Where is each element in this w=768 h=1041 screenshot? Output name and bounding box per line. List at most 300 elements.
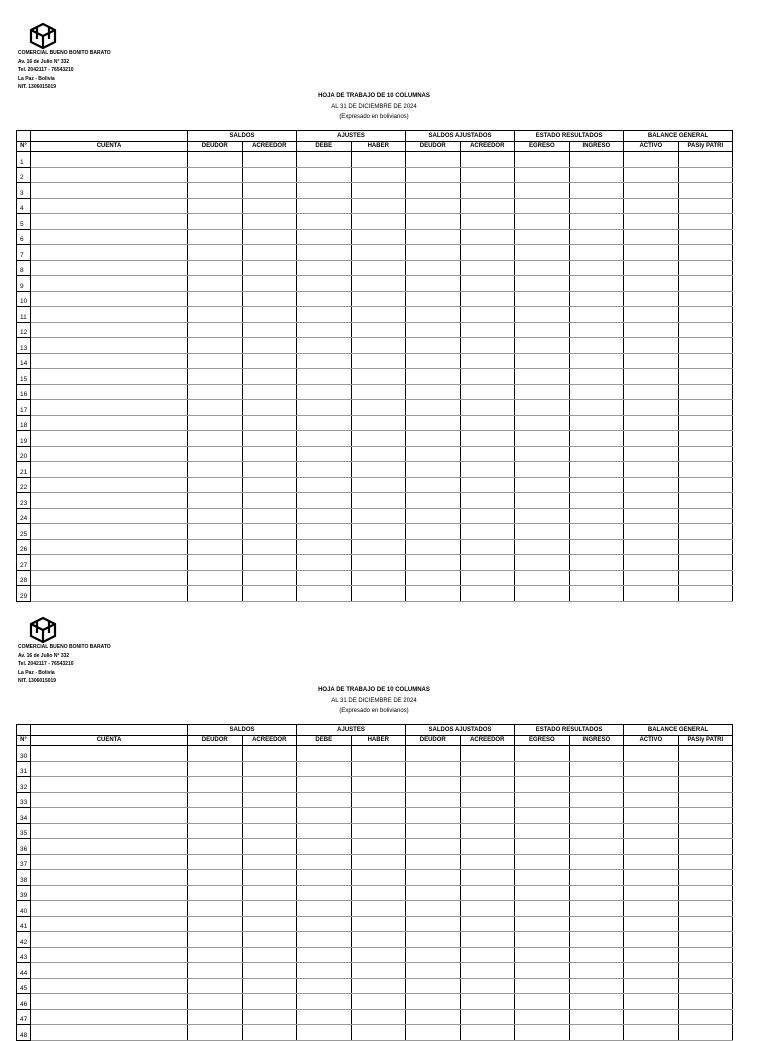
amount-cell[interactable] [406, 183, 461, 199]
amount-cell[interactable] [188, 870, 243, 886]
account-cell[interactable] [31, 746, 188, 762]
amount-cell[interactable] [242, 761, 297, 777]
amount-cell[interactable] [351, 947, 406, 963]
account-cell[interactable] [31, 493, 188, 509]
amount-cell[interactable] [624, 901, 679, 917]
amount-cell[interactable] [242, 431, 297, 447]
amount-cell[interactable] [515, 338, 570, 354]
amount-cell[interactable] [242, 932, 297, 948]
amount-cell[interactable] [515, 808, 570, 824]
amount-cell[interactable] [624, 586, 679, 602]
amount-cell[interactable] [351, 477, 406, 493]
amount-cell[interactable] [678, 214, 733, 230]
amount-cell[interactable] [242, 524, 297, 540]
amount-cell[interactable] [406, 322, 461, 338]
amount-cell[interactable] [569, 947, 624, 963]
amount-cell[interactable] [297, 823, 352, 839]
amount-cell[interactable] [515, 369, 570, 385]
amount-cell[interactable] [624, 808, 679, 824]
amount-cell[interactable] [624, 1025, 679, 1041]
amount-cell[interactable] [242, 229, 297, 245]
amount-cell[interactable] [242, 570, 297, 586]
amount-cell[interactable] [678, 291, 733, 307]
amount-cell[interactable] [569, 761, 624, 777]
amount-cell[interactable] [242, 415, 297, 431]
amount-cell[interactable] [515, 761, 570, 777]
amount-cell[interactable] [351, 353, 406, 369]
amount-cell[interactable] [460, 322, 515, 338]
amount-cell[interactable] [297, 808, 352, 824]
amount-cell[interactable] [188, 229, 243, 245]
amount-cell[interactable] [406, 570, 461, 586]
account-cell[interactable] [31, 369, 188, 385]
amount-cell[interactable] [242, 276, 297, 292]
amount-cell[interactable] [188, 539, 243, 555]
amount-cell[interactable] [406, 978, 461, 994]
amount-cell[interactable] [297, 586, 352, 602]
amount-cell[interactable] [297, 276, 352, 292]
amount-cell[interactable] [297, 916, 352, 932]
amount-cell[interactable] [351, 885, 406, 901]
amount-cell[interactable] [624, 369, 679, 385]
amount-cell[interactable] [678, 885, 733, 901]
amount-cell[interactable] [188, 260, 243, 276]
account-cell[interactable] [31, 446, 188, 462]
amount-cell[interactable] [188, 167, 243, 183]
account-cell[interactable] [31, 152, 188, 168]
amount-cell[interactable] [515, 229, 570, 245]
account-cell[interactable] [31, 322, 188, 338]
amount-cell[interactable] [569, 916, 624, 932]
amount-cell[interactable] [351, 508, 406, 524]
amount-cell[interactable] [515, 446, 570, 462]
amount-cell[interactable] [569, 854, 624, 870]
amount-cell[interactable] [460, 508, 515, 524]
amount-cell[interactable] [351, 870, 406, 886]
amount-cell[interactable] [351, 198, 406, 214]
amount-cell[interactable] [351, 369, 406, 385]
amount-cell[interactable] [297, 338, 352, 354]
amount-cell[interactable] [242, 808, 297, 824]
amount-cell[interactable] [515, 854, 570, 870]
amount-cell[interactable] [624, 198, 679, 214]
amount-cell[interactable] [569, 870, 624, 886]
amount-cell[interactable] [242, 916, 297, 932]
amount-cell[interactable] [678, 916, 733, 932]
amount-cell[interactable] [351, 214, 406, 230]
amount-cell[interactable] [515, 994, 570, 1010]
amount-cell[interactable] [515, 384, 570, 400]
account-cell[interactable] [31, 245, 188, 261]
amount-cell[interactable] [569, 839, 624, 855]
amount-cell[interactable] [624, 229, 679, 245]
amount-cell[interactable] [515, 322, 570, 338]
amount-cell[interactable] [515, 792, 570, 808]
amount-cell[interactable] [406, 152, 461, 168]
account-cell[interactable] [31, 167, 188, 183]
amount-cell[interactable] [460, 400, 515, 416]
amount-cell[interactable] [242, 994, 297, 1010]
amount-cell[interactable] [297, 570, 352, 586]
amount-cell[interactable] [515, 415, 570, 431]
account-cell[interactable] [31, 214, 188, 230]
amount-cell[interactable] [515, 932, 570, 948]
amount-cell[interactable] [351, 291, 406, 307]
amount-cell[interactable] [406, 229, 461, 245]
amount-cell[interactable] [242, 870, 297, 886]
amount-cell[interactable] [569, 167, 624, 183]
amount-cell[interactable] [624, 839, 679, 855]
amount-cell[interactable] [515, 400, 570, 416]
account-cell[interactable] [31, 307, 188, 323]
amount-cell[interactable] [242, 854, 297, 870]
amount-cell[interactable] [351, 322, 406, 338]
amount-cell[interactable] [678, 276, 733, 292]
amount-cell[interactable] [297, 746, 352, 762]
amount-cell[interactable] [351, 415, 406, 431]
amount-cell[interactable] [242, 493, 297, 509]
amount-cell[interactable] [624, 152, 679, 168]
amount-cell[interactable] [569, 570, 624, 586]
amount-cell[interactable] [188, 198, 243, 214]
amount-cell[interactable] [297, 994, 352, 1010]
amount-cell[interactable] [297, 477, 352, 493]
amount-cell[interactable] [624, 823, 679, 839]
amount-cell[interactable] [460, 431, 515, 447]
amount-cell[interactable] [188, 400, 243, 416]
amount-cell[interactable] [624, 777, 679, 793]
amount-cell[interactable] [351, 839, 406, 855]
amount-cell[interactable] [351, 229, 406, 245]
amount-cell[interactable] [678, 823, 733, 839]
amount-cell[interactable] [460, 570, 515, 586]
amount-cell[interactable] [569, 823, 624, 839]
amount-cell[interactable] [678, 524, 733, 540]
amount-cell[interactable] [460, 586, 515, 602]
amount-cell[interactable] [242, 322, 297, 338]
amount-cell[interactable] [515, 462, 570, 478]
amount-cell[interactable] [515, 916, 570, 932]
amount-cell[interactable] [460, 870, 515, 886]
account-cell[interactable] [31, 994, 188, 1010]
amount-cell[interactable] [188, 1025, 243, 1041]
amount-cell[interactable] [515, 586, 570, 602]
amount-cell[interactable] [569, 885, 624, 901]
account-cell[interactable] [31, 508, 188, 524]
amount-cell[interactable] [406, 777, 461, 793]
amount-cell[interactable] [569, 384, 624, 400]
amount-cell[interactable] [297, 291, 352, 307]
amount-cell[interactable] [624, 260, 679, 276]
amount-cell[interactable] [351, 746, 406, 762]
amount-cell[interactable] [569, 932, 624, 948]
amount-cell[interactable] [678, 431, 733, 447]
amount-cell[interactable] [515, 198, 570, 214]
amount-cell[interactable] [188, 353, 243, 369]
amount-cell[interactable] [515, 431, 570, 447]
amount-cell[interactable] [406, 384, 461, 400]
amount-cell[interactable] [297, 462, 352, 478]
amount-cell[interactable] [297, 792, 352, 808]
amount-cell[interactable] [297, 1025, 352, 1041]
amount-cell[interactable] [351, 901, 406, 917]
account-cell[interactable] [31, 761, 188, 777]
amount-cell[interactable] [188, 901, 243, 917]
amount-cell[interactable] [460, 854, 515, 870]
amount-cell[interactable] [351, 276, 406, 292]
account-cell[interactable] [31, 524, 188, 540]
amount-cell[interactable] [515, 777, 570, 793]
amount-cell[interactable] [678, 901, 733, 917]
amount-cell[interactable] [624, 1009, 679, 1025]
amount-cell[interactable] [406, 462, 461, 478]
amount-cell[interactable] [460, 885, 515, 901]
amount-cell[interactable] [351, 539, 406, 555]
amount-cell[interactable] [406, 508, 461, 524]
amount-cell[interactable] [242, 1009, 297, 1025]
amount-cell[interactable] [515, 963, 570, 979]
amount-cell[interactable] [624, 291, 679, 307]
amount-cell[interactable] [569, 555, 624, 571]
amount-cell[interactable] [624, 353, 679, 369]
amount-cell[interactable] [569, 245, 624, 261]
amount-cell[interactable] [678, 555, 733, 571]
amount-cell[interactable] [460, 276, 515, 292]
amount-cell[interactable] [406, 854, 461, 870]
amount-cell[interactable] [515, 1025, 570, 1041]
amount-cell[interactable] [188, 431, 243, 447]
amount-cell[interactable] [460, 555, 515, 571]
account-cell[interactable] [31, 978, 188, 994]
account-cell[interactable] [31, 932, 188, 948]
amount-cell[interactable] [188, 276, 243, 292]
amount-cell[interactable] [297, 963, 352, 979]
amount-cell[interactable] [242, 539, 297, 555]
amount-cell[interactable] [297, 369, 352, 385]
amount-cell[interactable] [624, 431, 679, 447]
amount-cell[interactable] [515, 353, 570, 369]
amount-cell[interactable] [515, 245, 570, 261]
amount-cell[interactable] [406, 353, 461, 369]
amount-cell[interactable] [242, 446, 297, 462]
amount-cell[interactable] [678, 198, 733, 214]
amount-cell[interactable] [406, 885, 461, 901]
amount-cell[interactable] [297, 493, 352, 509]
amount-cell[interactable] [569, 508, 624, 524]
amount-cell[interactable] [460, 353, 515, 369]
amount-cell[interactable] [242, 183, 297, 199]
account-cell[interactable] [31, 555, 188, 571]
amount-cell[interactable] [406, 198, 461, 214]
amount-cell[interactable] [297, 431, 352, 447]
amount-cell[interactable] [188, 384, 243, 400]
amount-cell[interactable] [569, 1025, 624, 1041]
account-cell[interactable] [31, 384, 188, 400]
amount-cell[interactable] [297, 183, 352, 199]
amount-cell[interactable] [678, 761, 733, 777]
amount-cell[interactable] [351, 431, 406, 447]
amount-cell[interactable] [678, 384, 733, 400]
amount-cell[interactable] [678, 870, 733, 886]
amount-cell[interactable] [297, 524, 352, 540]
amount-cell[interactable] [188, 524, 243, 540]
amount-cell[interactable] [351, 916, 406, 932]
amount-cell[interactable] [569, 539, 624, 555]
amount-cell[interactable] [188, 291, 243, 307]
amount-cell[interactable] [297, 167, 352, 183]
amount-cell[interactable] [406, 291, 461, 307]
amount-cell[interactable] [406, 746, 461, 762]
amount-cell[interactable] [678, 415, 733, 431]
amount-cell[interactable] [678, 947, 733, 963]
amount-cell[interactable] [678, 854, 733, 870]
account-cell[interactable] [31, 431, 188, 447]
amount-cell[interactable] [297, 1009, 352, 1025]
amount-cell[interactable] [460, 1025, 515, 1041]
amount-cell[interactable] [515, 167, 570, 183]
amount-cell[interactable] [351, 792, 406, 808]
amount-cell[interactable] [515, 901, 570, 917]
amount-cell[interactable] [624, 322, 679, 338]
amount-cell[interactable] [460, 384, 515, 400]
amount-cell[interactable] [515, 508, 570, 524]
amount-cell[interactable] [406, 539, 461, 555]
amount-cell[interactable] [515, 870, 570, 886]
amount-cell[interactable] [569, 152, 624, 168]
amount-cell[interactable] [569, 353, 624, 369]
amount-cell[interactable] [242, 885, 297, 901]
amount-cell[interactable] [242, 477, 297, 493]
amount-cell[interactable] [242, 1025, 297, 1041]
amount-cell[interactable] [460, 792, 515, 808]
amount-cell[interactable] [297, 214, 352, 230]
amount-cell[interactable] [569, 214, 624, 230]
amount-cell[interactable] [460, 446, 515, 462]
amount-cell[interactable] [678, 152, 733, 168]
amount-cell[interactable] [188, 839, 243, 855]
amount-cell[interactable] [678, 932, 733, 948]
amount-cell[interactable] [569, 369, 624, 385]
amount-cell[interactable] [678, 260, 733, 276]
amount-cell[interactable] [569, 746, 624, 762]
amount-cell[interactable] [242, 198, 297, 214]
amount-cell[interactable] [351, 808, 406, 824]
amount-cell[interactable] [624, 870, 679, 886]
amount-cell[interactable] [624, 384, 679, 400]
amount-cell[interactable] [624, 446, 679, 462]
amount-cell[interactable] [678, 808, 733, 824]
amount-cell[interactable] [515, 477, 570, 493]
amount-cell[interactable] [678, 994, 733, 1010]
account-cell[interactable] [31, 198, 188, 214]
amount-cell[interactable] [569, 978, 624, 994]
amount-cell[interactable] [406, 555, 461, 571]
amount-cell[interactable] [406, 477, 461, 493]
amount-cell[interactable] [351, 384, 406, 400]
amount-cell[interactable] [242, 307, 297, 323]
amount-cell[interactable] [460, 493, 515, 509]
amount-cell[interactable] [188, 746, 243, 762]
amount-cell[interactable] [515, 839, 570, 855]
amount-cell[interactable] [460, 338, 515, 354]
amount-cell[interactable] [351, 245, 406, 261]
amount-cell[interactable] [406, 823, 461, 839]
amount-cell[interactable] [297, 947, 352, 963]
amount-cell[interactable] [242, 462, 297, 478]
amount-cell[interactable] [569, 229, 624, 245]
amount-cell[interactable] [460, 994, 515, 1010]
amount-cell[interactable] [406, 338, 461, 354]
amount-cell[interactable] [351, 994, 406, 1010]
account-cell[interactable] [31, 338, 188, 354]
amount-cell[interactable] [624, 555, 679, 571]
amount-cell[interactable] [406, 586, 461, 602]
amount-cell[interactable] [515, 978, 570, 994]
amount-cell[interactable] [569, 524, 624, 540]
amount-cell[interactable] [624, 885, 679, 901]
amount-cell[interactable] [624, 746, 679, 762]
amount-cell[interactable] [678, 462, 733, 478]
amount-cell[interactable] [624, 214, 679, 230]
amount-cell[interactable] [460, 245, 515, 261]
account-cell[interactable] [31, 808, 188, 824]
amount-cell[interactable] [406, 808, 461, 824]
amount-cell[interactable] [460, 932, 515, 948]
amount-cell[interactable] [460, 978, 515, 994]
amount-cell[interactable] [624, 524, 679, 540]
account-cell[interactable] [31, 839, 188, 855]
amount-cell[interactable] [351, 493, 406, 509]
amount-cell[interactable] [242, 152, 297, 168]
amount-cell[interactable] [406, 245, 461, 261]
amount-cell[interactable] [460, 761, 515, 777]
amount-cell[interactable] [297, 508, 352, 524]
amount-cell[interactable] [188, 446, 243, 462]
amount-cell[interactable] [678, 508, 733, 524]
amount-cell[interactable] [351, 1025, 406, 1041]
amount-cell[interactable] [242, 586, 297, 602]
amount-cell[interactable] [460, 167, 515, 183]
amount-cell[interactable] [515, 524, 570, 540]
amount-cell[interactable] [460, 214, 515, 230]
amount-cell[interactable] [678, 446, 733, 462]
amount-cell[interactable] [406, 901, 461, 917]
amount-cell[interactable] [678, 307, 733, 323]
amount-cell[interactable] [678, 839, 733, 855]
amount-cell[interactable] [624, 570, 679, 586]
amount-cell[interactable] [624, 947, 679, 963]
amount-cell[interactable] [297, 307, 352, 323]
amount-cell[interactable] [678, 963, 733, 979]
amount-cell[interactable] [351, 462, 406, 478]
amount-cell[interactable] [406, 400, 461, 416]
amount-cell[interactable] [188, 245, 243, 261]
account-cell[interactable] [31, 477, 188, 493]
amount-cell[interactable] [460, 183, 515, 199]
amount-cell[interactable] [569, 994, 624, 1010]
amount-cell[interactable] [678, 477, 733, 493]
amount-cell[interactable] [406, 963, 461, 979]
amount-cell[interactable] [460, 369, 515, 385]
amount-cell[interactable] [351, 307, 406, 323]
account-cell[interactable] [31, 260, 188, 276]
amount-cell[interactable] [569, 415, 624, 431]
amount-cell[interactable] [351, 978, 406, 994]
amount-cell[interactable] [460, 746, 515, 762]
account-cell[interactable] [31, 792, 188, 808]
amount-cell[interactable] [242, 555, 297, 571]
amount-cell[interactable] [351, 400, 406, 416]
